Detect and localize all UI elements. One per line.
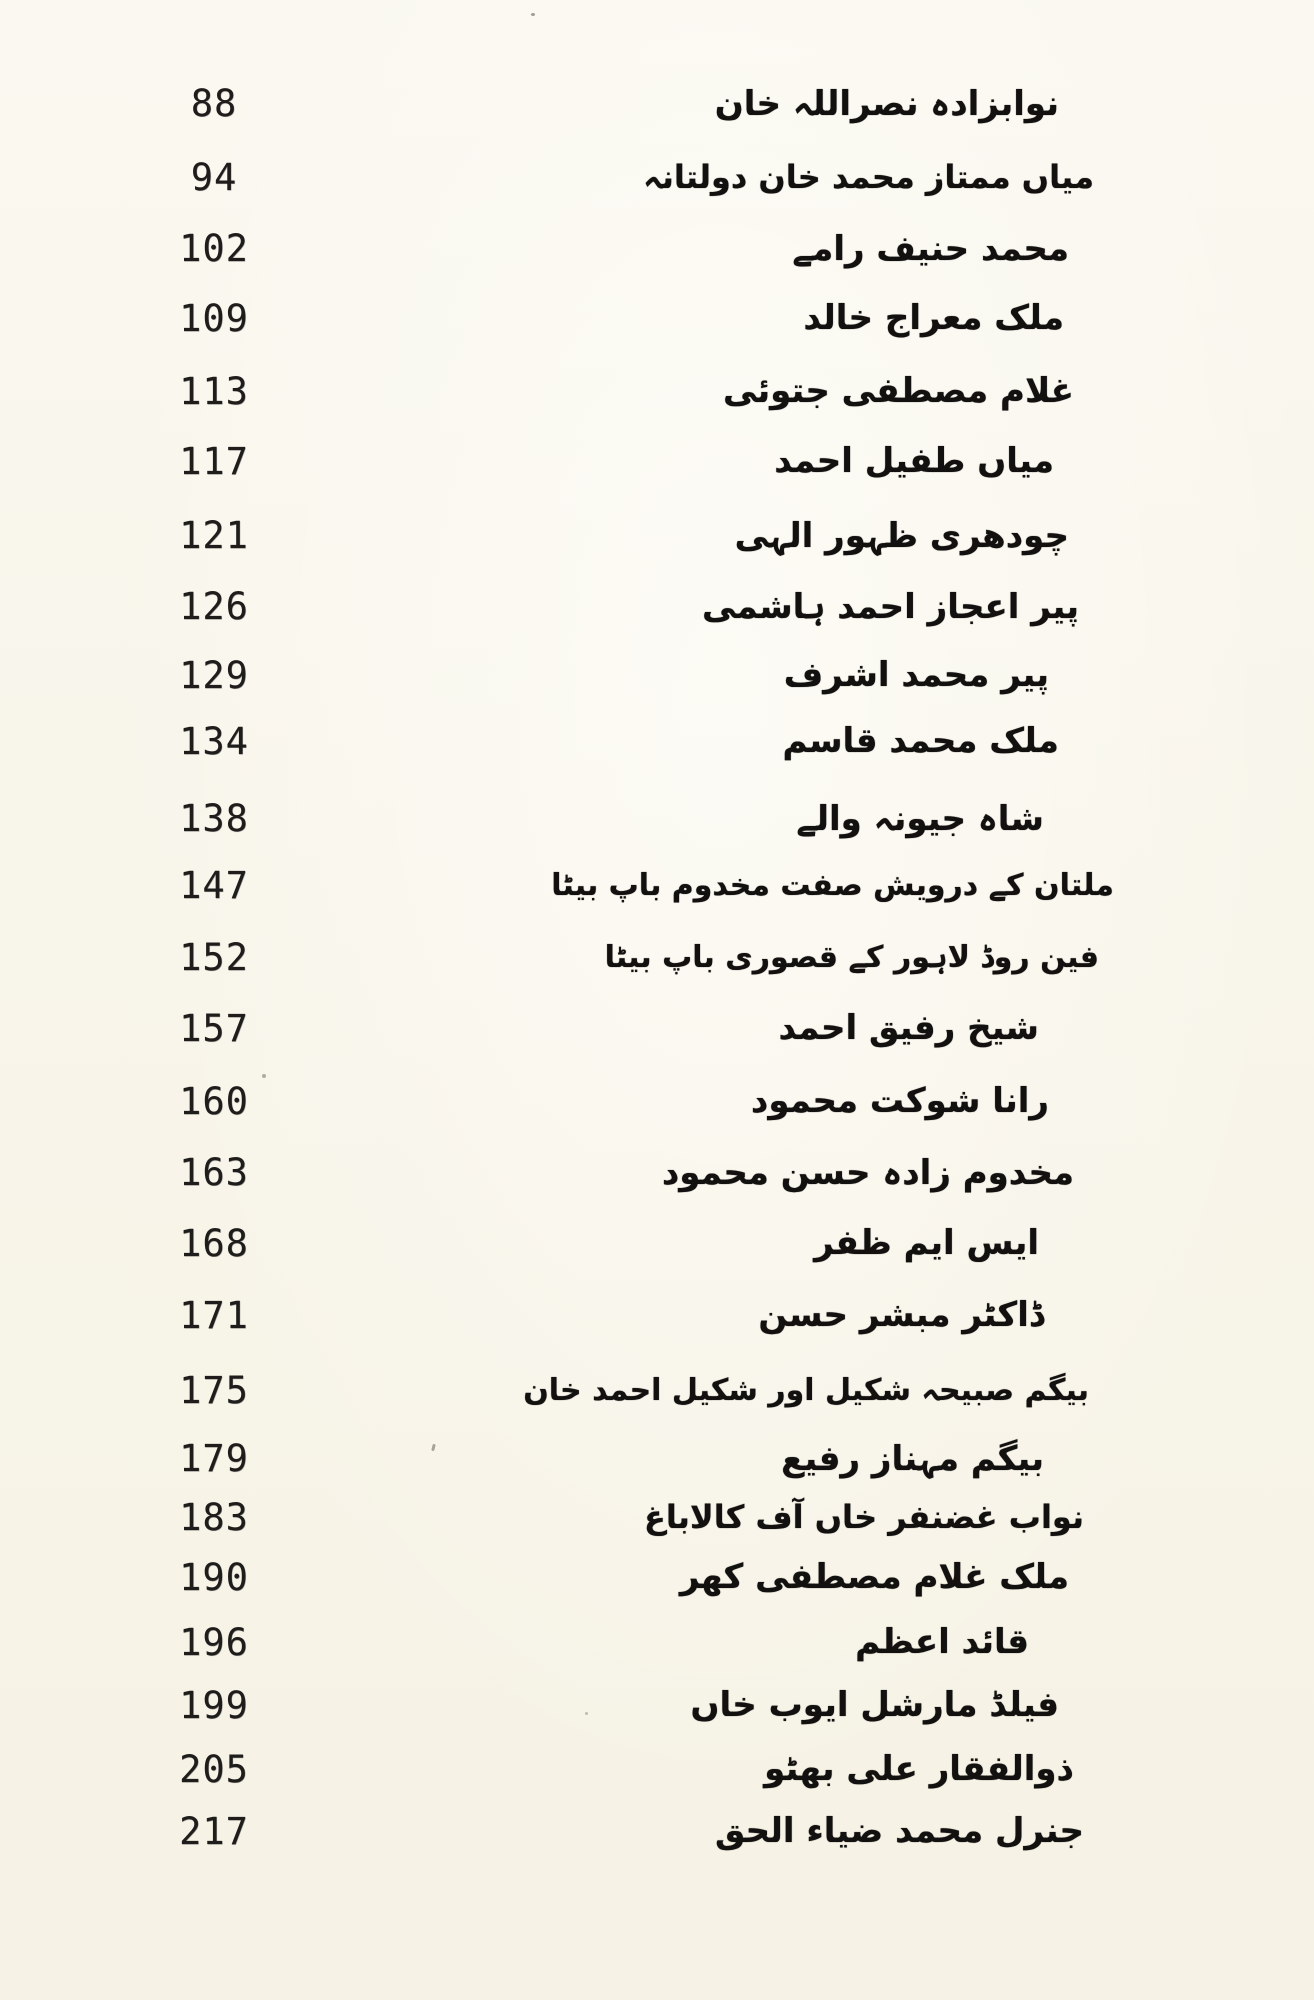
toc-row	[0, 992, 1314, 1064]
toc-entry-title: میاں ممتاز محمد خان دولتانہ	[643, 158, 1094, 196]
toc-entry-title: میاں طفیل احمد	[774, 441, 1054, 481]
toc-row	[0, 499, 1314, 571]
toc-entry-title: فین روڈ لاہور کے قصوری باپ بیٹا	[604, 939, 1099, 975]
toc-entry-title: ایس ایم ظفر	[814, 1223, 1039, 1263]
toc-page-number: 94	[190, 155, 238, 199]
toc-page-number: 205	[179, 1747, 249, 1791]
toc-page-number: 109	[179, 296, 249, 340]
toc-row	[0, 705, 1314, 777]
toc-entry-title: ملک محمد قاسم	[782, 721, 1059, 761]
toc-entry-title: نوابزادہ نصراللہ خان	[714, 83, 1059, 124]
toc-entry-title: رانا شوکت محمود	[750, 1081, 1049, 1121]
toc-page-number: 217	[179, 1809, 249, 1853]
scan-speck	[531, 13, 535, 16]
toc-page-number: 163	[179, 1150, 249, 1194]
toc-row	[0, 425, 1314, 497]
toc-row	[0, 282, 1314, 354]
toc-row	[0, 1354, 1314, 1426]
toc-row	[0, 1795, 1314, 1867]
toc-page-number: 147	[179, 863, 249, 907]
toc-page-number: 129	[179, 653, 249, 697]
toc-entry-title: ملک غلام مصطفی کھر	[679, 1557, 1069, 1597]
toc-row	[0, 67, 1314, 139]
toc-page-number: 157	[179, 1006, 249, 1050]
toc-row	[0, 849, 1314, 921]
toc-page-number: 179	[179, 1436, 249, 1480]
toc-entry-title: غلام مصطفی جتوئی	[722, 371, 1074, 411]
toc-entry-title: ملک معراج خالد	[803, 298, 1064, 338]
toc-page-number: 190	[179, 1555, 249, 1599]
scan-speck	[585, 1712, 588, 1715]
toc-entry-title: ڈاکٹر مبشر حسن	[758, 1295, 1044, 1335]
toc-row	[0, 355, 1314, 427]
toc-entry-title: قائد اعظم	[855, 1622, 1029, 1662]
toc-entry-title: پیر اعجاز احمد ہاشمی	[702, 586, 1079, 627]
toc-row	[0, 1279, 1314, 1351]
toc-row	[0, 782, 1314, 854]
toc-entry-title: فیلڈ مارشل ایوب خاں	[690, 1685, 1059, 1725]
scan-speck	[262, 1074, 266, 1078]
toc-page-number: 134	[179, 719, 249, 763]
toc-page-number: 160	[179, 1079, 249, 1123]
toc-row	[0, 639, 1314, 711]
toc-row	[0, 1541, 1314, 1613]
toc-row	[0, 1065, 1314, 1137]
toc-entry-title: شیخ رفیق احمد	[778, 1008, 1039, 1048]
toc-row	[0, 1207, 1314, 1279]
toc-page-number: 126	[179, 584, 249, 628]
toc-page-number: 196	[179, 1620, 249, 1664]
toc-row	[0, 141, 1314, 213]
toc-entry-title: جنرل محمد ضیاء الحق	[715, 1811, 1084, 1851]
toc-entry-title: محمد حنیف رامے	[792, 228, 1069, 269]
toc-entry-title: شاہ جیونہ والے	[796, 798, 1044, 839]
toc-page-number: 121	[179, 513, 249, 557]
toc-entry-title: مخدوم زادہ حسن محمود	[661, 1152, 1074, 1193]
toc-entry-title: پیر محمد اشرف	[783, 655, 1049, 695]
toc-entry-title: نواب غضنفر خاں آف کالاباغ	[643, 1498, 1084, 1536]
toc-row	[0, 1669, 1314, 1741]
toc-row	[0, 921, 1314, 993]
toc-page-number: 102	[179, 226, 249, 270]
toc-entry-title: بیگم مہناز رفیع	[781, 1438, 1044, 1479]
toc-page-number: 113	[179, 369, 249, 413]
toc-entry-title: ذوالفقار علی بھٹو	[764, 1749, 1074, 1789]
toc-page-number: 199	[179, 1683, 249, 1727]
toc-row	[0, 1606, 1314, 1678]
toc-page-number: 138	[179, 796, 249, 840]
toc-row	[0, 570, 1314, 642]
toc-entry-title: چودھری ظہور الہی	[734, 515, 1069, 556]
toc-page-number: 175	[179, 1368, 249, 1412]
toc-entry-title: ملتان کے درویش صفت مخدوم باپ بیٹا	[551, 867, 1114, 903]
toc-page-number: 171	[179, 1293, 249, 1337]
toc-row	[0, 212, 1314, 284]
toc-page-number: 183	[179, 1495, 249, 1539]
toc-page-number: 88	[190, 81, 238, 125]
toc-row	[0, 1136, 1314, 1208]
toc-page-number: 117	[179, 439, 249, 483]
toc-entry-title: بیگم صبیحہ شکیل اور شکیل احمد خان	[523, 1372, 1089, 1408]
toc-page-number: 168	[179, 1221, 249, 1265]
toc-page-number: 152	[179, 935, 249, 979]
